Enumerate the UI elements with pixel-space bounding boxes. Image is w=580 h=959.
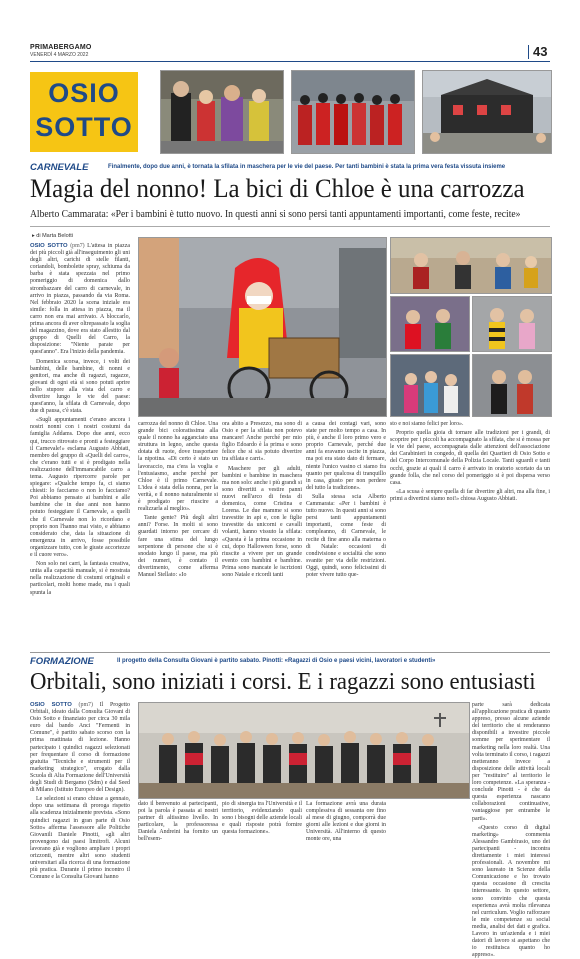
photo-carnival-float xyxy=(422,70,552,154)
article1-kicker: CARNEVALE xyxy=(30,162,89,173)
photo-kids-crowd xyxy=(390,354,470,417)
photo-couple-costumes xyxy=(472,354,552,417)
article2-col3-p0: pio di sinergia tra l'Università e il territorio, evidenziando quali sono i bisogni delle aziende locali e quali risposte potrà fornire questa formazione». xyxy=(222,801,302,836)
article1-col2-p0: carrozza del nonno di Chloe. Una grande bici coloratissima alla quale il nonno ha agganciato una struttura in legno, anche questa dotata di ruote, dove trasportare la nipotina. «Di certo è stato un lavoraccio, ma c'era la voglia e l'entusiasmo, anche perché per Chloe è il primo Carnevale. L'idea è stata della nonna, per la verità, e il nonno naturalmente si è prodigato per riuscire a realizzarla al meglio». xyxy=(138,421,218,513)
page-number-divider xyxy=(528,45,529,59)
article2-col5-p0: parte sarà dedicata all'applicazione pratica di quanto appreso, presso alcune aziende del territorio che si renderanno disponibili a investire piccole somme per sperimentare il marketing nella loro realtà. Una volta terminato il corso, i ragazzi metteranno invece a disposizione delle attività locali per "restituire" al territorio le loro competenze. «La speranza - conclude Pinotti - è che da questa esperienza nascano collaborazioni continuative, vantaggiose per entrambe le parti». xyxy=(472,702,550,822)
article1-column-4 xyxy=(306,421,386,649)
article2-col1-p0: Il Progetto Orbitali, ideato dalla Consulta Giovani di Osio Sotto e finanziato per circa 30 mila euro dal bando Anci "Fermenti in Comune", è partito sabato scorso con la prima mattinata di lezione. Hanno partecipato i quindici ragazzi selezionati per frequentare il corso di formazione gratuita "Tecniche e strumenti per il marketing strategico", erogato dalla Scuola di Alta Formazione dell'Università degli Studi di Bergamo (Sdm) e dal Seed di Milano (Istituto Europeo del Design). xyxy=(30,702,130,794)
article1-column-1 xyxy=(30,243,130,651)
masthead-rule xyxy=(30,61,550,62)
article2-column-4 xyxy=(306,801,386,843)
photo-masked-children xyxy=(390,296,470,352)
article1-col1-p3: Non solo nei carri, la fantasia creativa, unita alla capacità manuale, si è mostrata nella realizzazione di costumi originali e particolari, molti home made, ma i quali spunta la xyxy=(30,561,130,596)
article1-col3-p1: Maschere per gli adulti, bambini e bambine in maschera ma non solo: anche i più grandi si sono divertiti a vestire panni nuovi nell'arco di festa di domenica, come Cristina e Lorena. Le due mamme si sono travestite in api e, con le figlie travestite da unicorni e cavalli volanti, hanno vissuto la sfilata: «Questa è la prima occasione in cui, dopo Halloween forse, sono riuscite a vivere per un grande evento con bambini e bambine. Prima sono mancate le iscrizioni sono Natale e ricordi tanti xyxy=(222,465,302,578)
article1-dateline-code: (pm7) xyxy=(70,243,85,249)
article1-col5-p1: Proprio quella gioia di tornare alle tradizioni per i grandi, di scoprire per i piccoli ha accompagnato la sfilata, che si è mossa per le vie del paese, accompagnata dalle attenzioni dell'associazione dei Carabinieri in congedo, di quella dei Quartieri di Osio Sotto e del Corpo Intercomunale della Polizia Locale. Tanti sguardi e tanti occhi, grazie ai quali il carro è arrivato in oratorio scortato da un grande folla, che nel corso del pomeriggio si è poi dispersa verso casa. xyxy=(390,430,550,486)
article2-column-3 xyxy=(222,801,302,836)
article2-column-5 xyxy=(472,702,550,959)
article1-subhead: Alberto Cammarata: «Per i bambini è tutto nuovo. In questi anni si sono persi tanti appuntamenti importanti, come feste, recite» xyxy=(30,209,521,220)
article-separator xyxy=(30,652,550,653)
article2-col1-p1: Le selezioni si erano chiuse a gennaio, dopo una settimana di proroga rispetto alla scadenza inizialmente prevista. «Sono quindici ragazzi in gran parte di Osio Sotto» afferma l'assessore alle Politiche Giovanili Daniele Pinotti, «gli altri provengono dai paesi limitrofi. Alcuni lavorano già e vogliono ampliare i propri orizzonti, mentre altri sono studenti universitari alla ricerca di una formazione più pratica. Durante il primo incontro il Comune e la Consulta Giovani hanno xyxy=(30,796,130,881)
article1-deck: Finalmente, dopo due anni, è tornata la sfilata in maschera per le vie del paese. Per tanti bambini è stata la prima vera festa vissuta insieme xyxy=(108,164,506,170)
article2-col5-p1: «Questo corso di digital marketing» commenta Alessandro Gambirasio, uno dei partecipanti - incontra direttamente i miei interessi professionali. A novembre mi sono laureato in Scienze della Comunicazione e ho trovato questa occasione di crescita interessante. In questo settore, sono convinto che questa esperienza avrà molta rilevanza nel curriculum. Voglio rafforzare le mie competenze su social media, analisi dei dati e grafica. Lavoro in un'azienda e i miei datori di lavoro si aspettano che io restituisca quanto ho appreso». xyxy=(472,824,550,959)
article1-col1-p0: L'attesa in piazza dei più piccoli già all'inseguimento gli uni degli altri, carichi di stelle filanti, coriandoli, bombolette spray, schiuma da barba è stata spezzata nel primo pomeriggio di domenica dallo strombazzare del carro di carnevale, in arrivo in piazza, passando da via Roma. Nel febbraio 2020 la scena iniziale era simile: folla in attesa in piazza, ma il carro non era mai arrivato. A bloccarlo, prima ancora di aver oltrepassato la soglia del magazzino, dove era stato allestito dal gruppo di Quelli del Carro, la disposizione: "Niente parate per quest'anno". Era l'inizio della pandemia. xyxy=(30,243,130,356)
article2-headline: Orbitali, sono iniziati i corsi. E i ragazzi sono entusiasti xyxy=(30,668,536,695)
photo-chloe-bike-carriage xyxy=(138,237,387,417)
article1-column-5 xyxy=(390,421,550,649)
photo-carnival-group xyxy=(291,70,415,154)
article2-col4-p0: La formazione avrà una durata complessiva di sessanta ore fino al mese di giugno, comporrà due giorni alle lezioni e due giorni in Università. All'interno di questo monte ore, una xyxy=(306,801,386,843)
article1-column-3 xyxy=(222,421,302,649)
article1-col1-p2: «Sugli appuntamenti c'erano ancora i nostri nonni con i nostri costumi da famiglia Addams. Dopo due anni, ecco qui, trucco ritrovato e pronti a festeggiare il Carnevale!» esclama Augusto Abbiati, membro del gruppo di «Quelli del carro», che c'erano tutti e si è prodigato nella realizzazione dell'immancabile carro a tema. Augusto ripercorre parole per spiegare: «Qualche tempo fa, ci siamo chiesti: lo facciamo o non lo facciamo? Poi abbiamo pensato ai bambini e alle bambine che in due anni non hanno potuto festeggiare il Carnevale, a quelli che il Carnevale non lo ricordano e proprio non l'hanno mai visto, e abbiamo considerato che, data la situazione di emergenza in arrivo, fosse possibile organizzare tutto, con le giuste accortezze e il cuore vero». xyxy=(30,417,130,559)
article1-col5-p2: «La scusa è sempre quella di far divertire gli altri, ma alla fine, i primi a divertirsi siamo noi!» chiosa Augusto Abbiati. xyxy=(390,488,550,502)
article1-col5-p0: sto e noi siamo felici per loro». xyxy=(390,421,464,427)
article1-headline: Magia del nonno! La bici di Chloe è una carrozza xyxy=(30,173,525,203)
section-label-line2: SOTTO xyxy=(35,112,133,142)
article2-deck: Il progetto della Consulta Giovani è partito sabato. Pinotti: «Ragazzi di Osio e paesi vicini, lavoratori e studenti» xyxy=(117,658,436,664)
masthead-date: VENERDÌ 4 MARZO 2022 xyxy=(30,52,89,58)
page-number: 43 xyxy=(533,44,548,59)
photo-course-participants xyxy=(138,702,470,799)
photo-family-bench xyxy=(390,237,552,294)
article2-col2-p0: dato il benvenuto ai partecipanti, poi la parola è passata ai nostri partner di altissimo livello. In particolare, la professoressa Daniela Andreini ha fornito un bell'esem- xyxy=(138,801,218,843)
byline-text: di Marta Belotti xyxy=(36,233,73,239)
article1-col3-p0: ora abito a Presezzo, ma sono di Osio e per la sfilata non potevo mancare! Anche perché per mio figlio Edoardo è la prima e sono felice che si sia potuto divertire tra sfilata e carri». xyxy=(222,421,302,463)
section-label xyxy=(30,72,138,152)
article2-dateline: OSIO SOTTO xyxy=(30,702,72,708)
photo-bee-costumes xyxy=(472,296,552,352)
article1-col4-p1: Sulla stessa scia Alberto Cammarata: «Per i bambini è tutto nuovo. In questi anni si sono persi tanti appuntamenti importanti, come feste di compleanno, di Carnevale, le recite di fine anno alla materna o di Natale: occasioni di condivisione e socialità che sono svanite per via delle restrizioni. Oggi, quindi, sono felicissimi di poter vivere tutto que- xyxy=(306,493,387,578)
article2-dateline-code: (pm7) xyxy=(78,702,93,708)
section-label-line1: OSIO xyxy=(48,78,120,108)
article1-col1-p1: Domenica scorsa, invece, i volti dei bambini, delle bambine, di nonni e genitori, ma anche di ragazzi, ragazze, giovani di ogni età si sono potuti aprire nello stupore alla vista del carro e divertire lungo le vie del paese: quest'anno, la sfilata di Carnevale, dopo due di pausa, c'è stata. xyxy=(30,358,130,415)
masthead-paper: PRIMABERGAMO xyxy=(30,44,92,51)
article2-kicker: FORMAZIONE xyxy=(30,656,94,667)
article1-dateline: OSIO SOTTO xyxy=(30,243,68,249)
article1-column-2 xyxy=(138,421,218,649)
article2-column-1 xyxy=(30,702,130,881)
article2-column-2 xyxy=(138,801,218,843)
photo-carnival-kids xyxy=(160,70,284,154)
article1-col2-p1: Tante gente? Più degli altri anni? Forse. In molti si sono guardati intorno per cercare di fare una stima del lungo serpentone di persone che si è snodato lungo il paese, ma più dei numeri, è contato il divertimento, come afferma Manuel Stellato: «Io xyxy=(138,515,218,578)
article1-byline: ▸ di Marta Belotti xyxy=(32,233,73,239)
article1-col4-p0: a causa dei contagi vari, sono state per molto tempo a casa. In più, è anche il loro primo vero e proprio Carnevale, perché due anni fa eravamo uscite in piazza, ma poi era stato dato di fermare, niente l'unico vasino ci siamo fra quanto per qualcosa di tranquillo in casa, giusto per non perdere del tutto la tradizione». xyxy=(306,421,386,491)
article1-rule xyxy=(30,226,550,227)
